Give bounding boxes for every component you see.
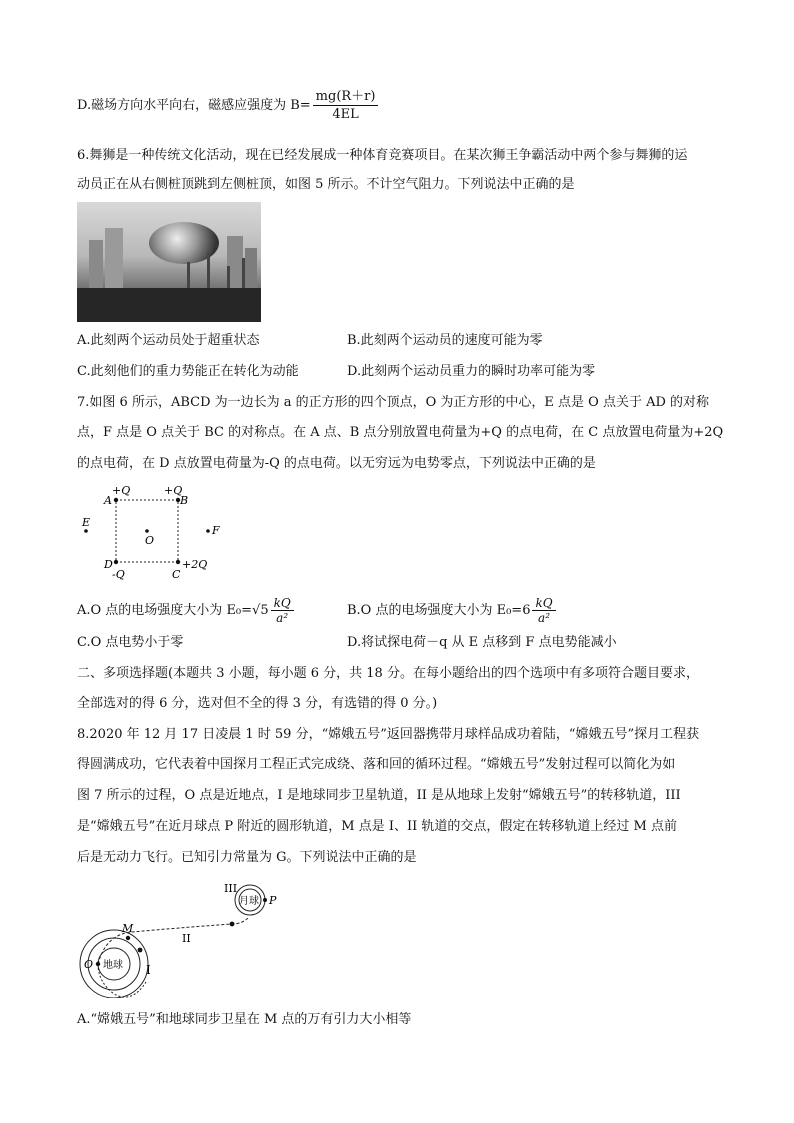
charge-d: -Q — [112, 568, 125, 581]
charge-c: +2Q — [182, 558, 208, 571]
q8-stem-line3: 图 7 所示的过程，O 点是近地点，I 是地球同步卫星轨道，II 是从地球上发射“嫦娥五号”的转移轨道，III — [77, 788, 681, 803]
q7-stem-line2: 点，F 点是 O 点关于 BC 的对称点。在 A 点、B 点分别放置电荷量为+Q 的点电荷，在 C 点放置电荷量为+2Q — [77, 425, 724, 440]
q8-stem-line4: 是“嫦娥五号”在近月球点 P 附近的圆形轨道，M 点是 I、II 轨道的交点，假定在转移轨道上经过 M 点前 — [77, 819, 677, 834]
q7-square-charges-figure — [76, 482, 236, 582]
q7-option-d: D.将试探电荷－q 从 E 点移到 F 点电势能减小 — [347, 635, 617, 650]
q5-option-d — [77, 88, 378, 123]
q6-option-a: A.此刻两个运动员处于超重状态 — [77, 333, 260, 348]
q7-stem-line3: 的点电荷，在 D 点放置电荷量为-Q 的点电荷。以无穷远为电势零点，下列说法中正确的是 — [77, 456, 596, 471]
q8-stem-line5: 后是无动力飞行。已知引力常量为 G。下列说法中正确的是 — [77, 850, 417, 865]
point-p — [263, 898, 267, 902]
q5-fraction-denominator: 4EL — [332, 107, 359, 122]
q6-option-d: D.此刻两个运动员重力的瞬时功率可能为零 — [347, 364, 596, 379]
point-m — [126, 936, 130, 940]
q8-option-a: A.“嫦娥五号”和地球同步卫星在 M 点的万有引力大小相等 — [77, 1012, 412, 1027]
label-f: F — [212, 524, 220, 537]
label-p: P — [269, 894, 277, 907]
q7-option-a-fraction: $\frac{kQ}{\text{a²}}$ — [271, 596, 294, 625]
charge-a: +Q — [112, 484, 131, 497]
q7-option-c: C.O 点电势小于零 — [77, 635, 184, 650]
label-m: M — [122, 922, 134, 935]
point-on-orbit-i — [138, 948, 143, 953]
q6-stem-line1: 6.舞狮是一种传统文化活动，现在已经发展成一种体育竞赛项目。在某次狮王争霸活动中两个参与舞狮的运 — [77, 148, 688, 163]
point-c — [176, 560, 180, 564]
point-o — [96, 962, 100, 966]
label-a: A — [104, 494, 112, 507]
q7-option-b-fraction: $\frac{kQ}{\text{a²}}$ — [532, 596, 555, 625]
q7-option-b-text: B.O 点的电场强度大小为 E₀= — [347, 603, 523, 618]
q5-option-d-fraction — [313, 88, 379, 123]
point-e — [84, 529, 88, 533]
q7-option-a — [77, 596, 294, 625]
q8-stem-line2: 得圆满成功，它代表着中国探月工程正式完成绕、落和回的循环过程。“嫦娥五号”发射过程可以简化为如 — [77, 757, 676, 772]
q8-stem-line1: 8.2020 年 12 月 17 日凌晨 1 时 59 分，“嫦娥五号”返回器携带月球样品成功着陆，“嫦娥五号”探月工程获 — [77, 727, 700, 742]
label-orbit-i: I — [146, 963, 151, 977]
q6-option-b: B.此刻两个运动员的速度可能为零 — [347, 333, 543, 348]
earth-label: 地球 — [103, 960, 123, 971]
q7-option-a-coef: √5 — [252, 603, 269, 618]
charge-b: +Q — [164, 484, 183, 497]
q5-fraction-numerator: mg(R＋r) — [313, 88, 379, 106]
q7-option-b-coef: 6 — [522, 603, 531, 618]
q7-option-a-text: A.O 点的电场强度大小为 E₀= — [77, 603, 253, 618]
label-o: O — [145, 534, 155, 547]
label-o: O — [84, 958, 94, 971]
label-orbit-ii: II — [182, 932, 191, 945]
label-b: B — [180, 494, 189, 507]
q7-stem-line1: 7.如图 6 所示，ABCD 为一边长为 a 的正方形的四个顶点，O 为正方形的中心，E 点是 O 点关于 AD 的对称 — [77, 395, 710, 410]
q8-orbit-figure — [76, 878, 296, 998]
point-on-orbit-ii — [230, 922, 235, 927]
section2-heading-line1: 二、多项选择题(本题共 3 小题，每小题 6 分，共 18 分。在每小题给出的四个选项中有多项符合题目要求， — [77, 666, 699, 681]
moon-label: 月球 — [239, 896, 259, 907]
q7-option-b — [347, 596, 556, 625]
label-d: D — [104, 558, 113, 571]
point-d — [114, 560, 118, 564]
point-a — [114, 498, 118, 502]
label-e: E — [82, 516, 91, 529]
lion-dance-photo — [77, 202, 261, 322]
q6-option-c: C.此刻他们的重力势能正在转化为动能 — [77, 364, 299, 379]
label-orbit-iii: III — [224, 882, 238, 895]
q6-stem-line2: 动员正在从右侧桩顶跳到左侧桩顶，如图 5 所示。不计空气阻力。下列说法中正确的是 — [77, 177, 575, 192]
section2-heading-line2: 全部选对的得 6 分，选对但不全的得 3 分，有选错的得 0 分。) — [77, 696, 438, 711]
point-o — [145, 529, 149, 533]
label-c: C — [172, 568, 181, 581]
point-f — [206, 529, 210, 533]
q5-option-d-text: D.磁场方向水平向右，磁感应强度为 B= — [77, 98, 311, 113]
